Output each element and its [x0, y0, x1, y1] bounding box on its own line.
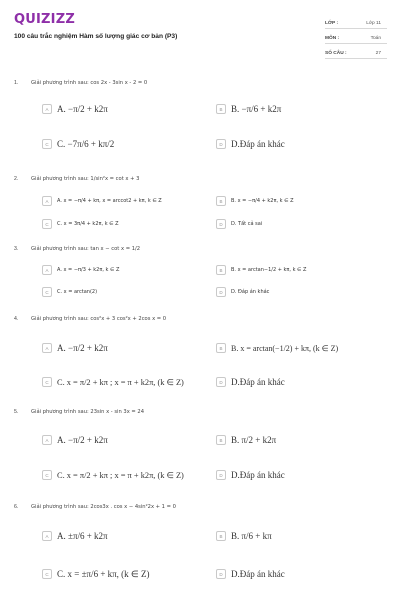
option-letter: D — [216, 377, 226, 387]
option-letter: A — [42, 531, 52, 541]
option-a[interactable] — [42, 193, 162, 209]
info-value: 27 — [375, 51, 381, 56]
option-letter: A — [42, 435, 52, 445]
option-d[interactable] — [216, 284, 269, 300]
option-letter: A — [42, 343, 52, 353]
option-text: C. −7π/6 + kπ/2 — [57, 139, 115, 149]
option-letter: A — [42, 196, 52, 206]
option-text: A. x = −π/4 + kπ, x = arccot2 + kπ, k ∈ Z — [57, 198, 162, 204]
option-text: A. −π/2 + k2π — [57, 343, 108, 353]
option-b[interactable] — [216, 193, 294, 209]
option-c[interactable] — [42, 467, 184, 483]
option-text: C. x = π/2 + kπ ; x = π + k2π, (k ∈ Z) — [57, 378, 184, 387]
option-text: D.Đáp án khác — [231, 470, 285, 480]
option-text: A. x = −π/3 + k2π, k ∈ Z — [57, 267, 120, 273]
option-text: B. x = arctan(−1/2) + kπ, (k ∈ Z) — [231, 343, 339, 353]
option-b[interactable] — [216, 340, 338, 356]
option-text: A. −π/2 + k2π — [57, 435, 108, 445]
worksheet-header — [0, 0, 400, 62]
option-text: C. x = 3π/4 + k2π, k ∈ Z — [57, 221, 119, 227]
option-a[interactable] — [42, 262, 119, 278]
option-text: D. Tất cả sai — [231, 221, 263, 227]
option-letter: C — [42, 569, 52, 579]
option-text: B. −π/6 + k2π — [231, 104, 282, 114]
question-stem: 3. Giải phương trình sau: tan x − cot x = 1/2 — [14, 246, 141, 252]
option-letter: A — [42, 265, 52, 275]
info-key: MÔN : — [325, 36, 340, 41]
option-letter: D — [216, 219, 226, 229]
option-b[interactable] — [216, 262, 306, 278]
info-key: LỚP : — [325, 21, 339, 26]
option-a[interactable] — [42, 528, 108, 544]
option-text: D.Đáp án khác — [231, 139, 285, 149]
option-d[interactable] — [216, 216, 262, 232]
option-text: B. x = arctan−1/2 + kπ, k ∈ Z — [231, 267, 307, 273]
option-c[interactable] — [42, 136, 114, 152]
option-c[interactable] — [42, 284, 97, 300]
option-letter: C — [42, 219, 52, 229]
option-b[interactable] — [216, 432, 276, 448]
option-text: B. x = −π/4 + k2π, k ∈ Z — [231, 198, 294, 204]
info-value: Toán — [370, 36, 381, 41]
option-letter: D — [216, 139, 226, 149]
question-stem: 5. Giải phương trình sau: 23sin x - sin 3x = 24 — [14, 409, 145, 415]
page-title: 100 câu trắc nghiệm Hàm số lượng giác cơ bản (P3) — [14, 33, 178, 40]
question-stem: 1. Giải phương trình sau: cos 2x - 3sin x - 2 = 0 — [14, 80, 148, 86]
option-letter: B — [216, 343, 226, 353]
question-stem: 2. Giải phương trình sau: 1/sin²x = cot x + 3 — [14, 176, 140, 182]
option-d[interactable] — [216, 136, 285, 152]
option-c[interactable] — [42, 374, 184, 390]
option-d[interactable] — [216, 374, 285, 390]
option-text: B. π/6 + kπ — [231, 531, 272, 541]
option-letter: C — [42, 139, 52, 149]
option-c[interactable] — [42, 216, 119, 232]
option-letter: B — [216, 196, 226, 206]
option-letter: D — [216, 287, 226, 297]
option-a[interactable] — [42, 432, 108, 448]
option-text: C. x = arctan(2) — [57, 289, 98, 295]
option-text: D. Đáp án khác — [231, 289, 270, 295]
option-letter: C — [42, 470, 52, 480]
info-panel — [325, 14, 387, 59]
option-text: C. x = π/2 + kπ ; x = π + k2π, (k ∈ Z) — [57, 471, 184, 480]
quizizz-logo: QUIZIZZ — [14, 12, 75, 27]
option-text: D.Đáp án khác — [231, 569, 285, 579]
info-row-class — [325, 14, 387, 29]
option-letter: B — [216, 531, 226, 541]
option-letter: B — [216, 435, 226, 445]
option-letter: B — [216, 265, 226, 275]
option-text: A. ±π/6 + k2π — [57, 531, 108, 541]
option-b[interactable] — [216, 528, 272, 544]
info-row-subject — [325, 29, 387, 44]
question-stem: 6. Giải phương trình sau: 2cos3x . cos x − 4sin²2x + 1 = 0 — [14, 504, 176, 510]
option-letter: D — [216, 470, 226, 480]
option-letter: D — [216, 569, 226, 579]
option-text: A. −π/2 + k2π — [57, 104, 108, 114]
option-letter: A — [42, 104, 52, 114]
info-value: Lớp 11 — [366, 21, 381, 26]
option-d[interactable] — [216, 566, 285, 582]
question-stem: 4. Giải phương trình sau: cos²x + 3 cos²x + 2cos x = 0 — [14, 316, 167, 322]
option-letter: C — [42, 287, 52, 297]
info-key: SỐ CÂU : — [325, 51, 347, 56]
info-row-count — [325, 44, 387, 59]
option-text: C. x = ±π/6 + kπ, (k ∈ Z) — [57, 568, 150, 579]
option-letter: B — [216, 104, 226, 114]
option-a[interactable] — [42, 101, 108, 117]
option-d[interactable] — [216, 467, 285, 483]
option-letter: C — [42, 377, 52, 387]
option-c[interactable] — [42, 566, 150, 582]
option-text: D.Đáp án khác — [231, 377, 285, 387]
option-text: B. π/2 + k2π — [231, 435, 277, 445]
option-a[interactable] — [42, 340, 108, 356]
option-b[interactable] — [216, 101, 281, 117]
